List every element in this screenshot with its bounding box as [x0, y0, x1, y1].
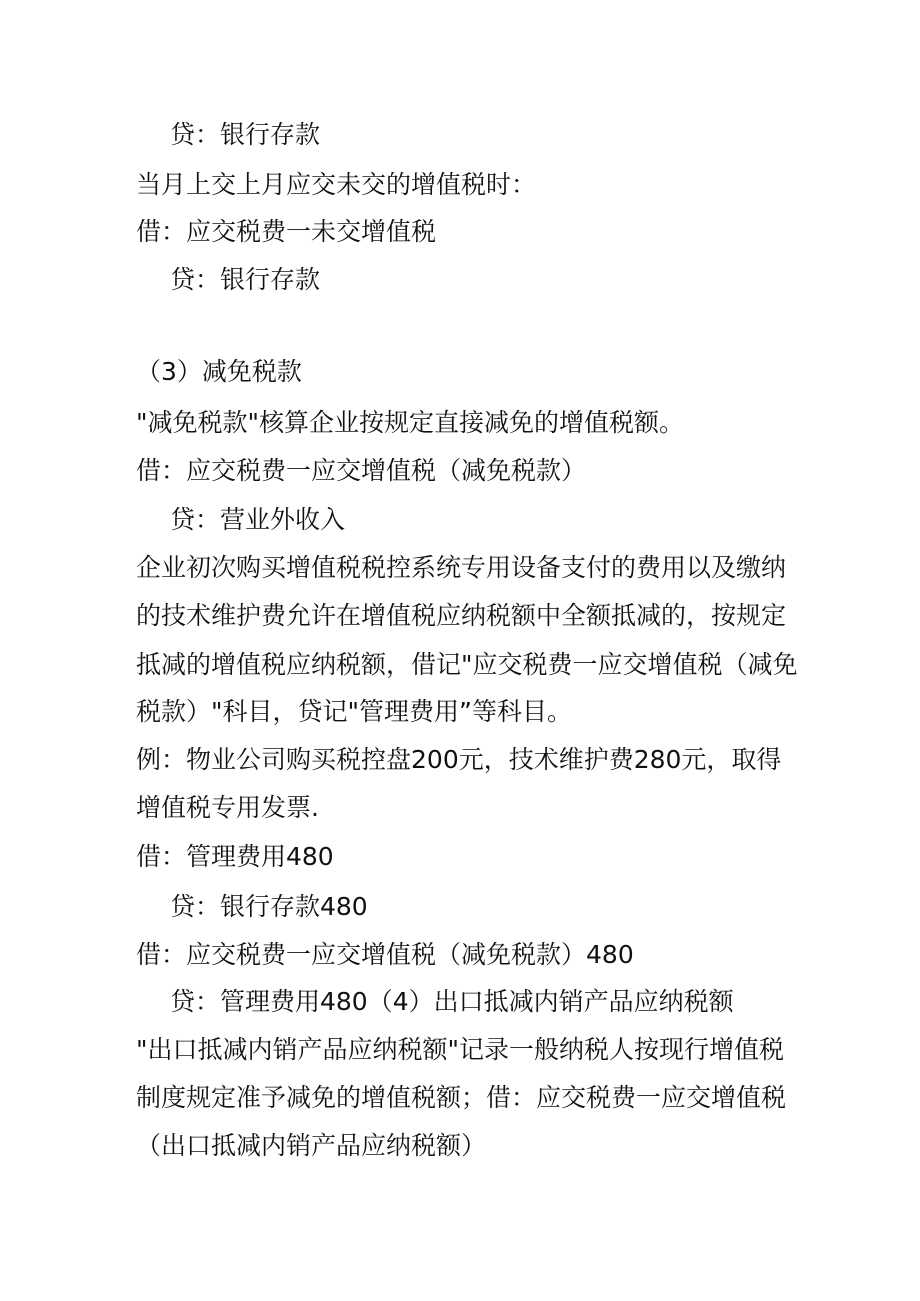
text-line-17: 借：应交税费一应交增值税（减免税款）480	[136, 940, 634, 969]
text-line-20: 制度规定准予减免的增值税额；借：应交税费一应交增值税	[136, 1083, 787, 1112]
text-line-18: 贷：管理费用480（4）出口抵减内销产品应纳税额	[170, 987, 734, 1016]
text-line-12: 税款）"科目，贷记"管理费用”等科目。	[136, 697, 572, 726]
text-line-11: 抵减的增值税应纳税额，借记"应交税费一应交增值税（减免	[136, 650, 798, 679]
text-line-3: 借：应交税费一未交增值税	[136, 217, 437, 246]
text-line-13: 例：物业公司购买税控盘200元，技术维护费280元，取得	[136, 745, 782, 774]
text-line-10: 的技术维护费允许在增值税应纳税额中全额抵减的，按规定	[136, 601, 787, 630]
text-line-4: 贷：银行存款	[170, 265, 321, 294]
text-line-1: 贷：银行存款	[170, 120, 321, 149]
text-line-2: 当月上交上月应交未交的增值税时：	[136, 170, 537, 199]
text-line-16: 贷：银行存款480	[170, 892, 368, 921]
text-line-8: 贷：营业外收入	[170, 505, 346, 534]
text-line-14: 增值税专用发票.	[136, 793, 319, 822]
section-heading-reduction: （3）减免税款	[136, 357, 302, 386]
text-line-7: 借：应交税费一应交增值税（减免税款）	[136, 456, 587, 485]
text-line-9: 企业初次购买增值税税控系统专用设备支付的费用以及缴纳	[136, 553, 787, 582]
text-line-19: "出口抵减内销产品应纳税额"记录一般纳税人按现行增值税	[136, 1035, 785, 1064]
text-line-6: "减免税款"核算企业按规定直接减免的增值税额。	[136, 408, 684, 437]
text-line-15: 借：管理费用480	[136, 842, 334, 871]
text-line-21: （出口抵减内销产品应纳税额）	[136, 1131, 487, 1160]
